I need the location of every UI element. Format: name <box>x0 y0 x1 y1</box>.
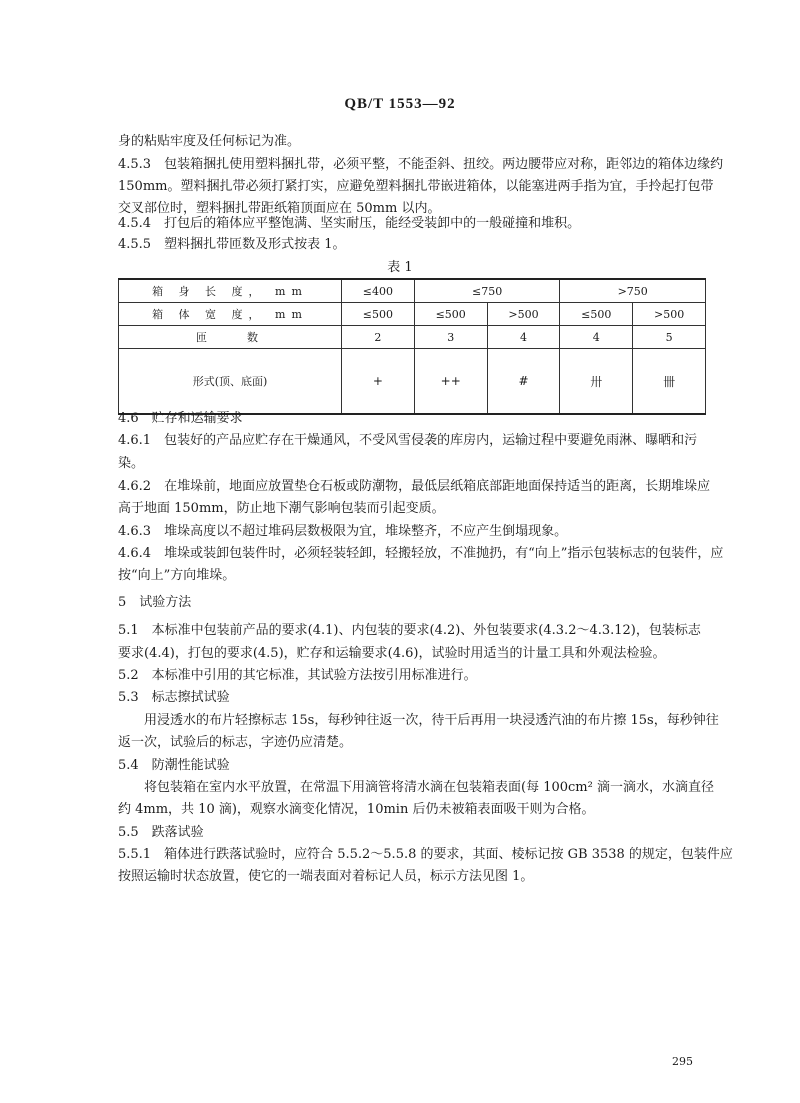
table-cell: ≤750 <box>414 279 560 303</box>
table-cell: ≤500 <box>342 303 415 326</box>
clause-5-5: 5.5 跌落试验 <box>118 825 204 840</box>
table-cell: >500 <box>487 303 560 326</box>
table-row <box>119 279 706 303</box>
text-line: 约 4mm，共 10 滴)，观察水滴变化情况，10min 后仍未被箱表面吸干则为合格。 <box>118 802 595 817</box>
text-line: 染。 <box>118 456 145 471</box>
table-cell: + <box>342 349 415 415</box>
clause-4-6-4: 4.6.4 堆垛或装卸包装件时，必须轻装轻卸，轻搬轻放，不准抛扔，有“向上”指示包装标志的包装件，应 <box>118 546 724 561</box>
table-cell: 卅 <box>560 349 633 415</box>
row-label-form: 形式(顶、底面) <box>119 349 342 415</box>
clause-5-4: 5.4 防潮性能试验 <box>118 758 230 773</box>
clause-4-5-3: 4.5.3 包装箱捆扎使用塑料捆扎带，必须平整，不能歪斜、扭绞。两边腰带应对称，距邻边的箱体边缘约 <box>118 157 724 172</box>
table-cell: ++ <box>414 349 487 415</box>
strap-spec-table <box>118 278 706 415</box>
table-cell: 4 <box>487 326 560 349</box>
row-label-width: 箱 体 宽 度， mm <box>119 303 342 326</box>
text-line: 150mm。塑料捆扎带必须打紧打实，应避免塑料捆扎带嵌进箱体，以能塞进两手指为宜，手拎起打包带 <box>118 179 714 194</box>
table-cell: 卌 <box>633 349 706 415</box>
text-line: 身的粘贴牢度及任何标记为准。 <box>118 134 301 149</box>
text-line: 要求(4.4)，打包的要求(4.5)，贮存和运输要求(4.6)，试验时用适当的计量工具和外观法检验。 <box>118 646 666 661</box>
clause-4-6-1: 4.6.1 包装好的产品应贮存在干燥通风，不受风雪侵袭的库房内，运输过程中要避免雨淋、曝晒和污 <box>118 433 698 448</box>
section-4-6: 4.6 贮存和运输要求 <box>118 411 243 426</box>
table-cell: ≤500 <box>560 303 633 326</box>
table-cell: ≤500 <box>414 303 487 326</box>
text-line: 按“向上”方向堆垛。 <box>118 568 236 583</box>
clause-4-6-2: 4.6.2 在堆垛前，地面应放置垫仓石板或防潮物，最低层纸箱底部距地面保持适当的距离，长期堆垛应 <box>118 479 711 494</box>
standard-code-header: QB/T 1553—92 <box>344 96 456 112</box>
table-cell: 5 <box>633 326 706 349</box>
clause-5-2: 5.2 本标准中引用的其它标准，其试验方法按引用标准进行。 <box>118 668 477 683</box>
table-row <box>119 326 706 349</box>
table-cell: 2 <box>342 326 415 349</box>
page-number: 295 <box>672 1055 693 1068</box>
clause-4-6-3: 4.6.3 堆垛高度以不超过堆码层数极限为宜，堆垛整齐，不应产生倒塌现象。 <box>118 524 568 539</box>
table-cell: # <box>487 349 560 415</box>
row-label-length: 箱 身 长 度， mm <box>119 279 342 303</box>
clause-4-5-5: 4.5.5 塑料捆扎带匝数及形式按表 1。 <box>118 237 346 252</box>
table-caption: 表 1 <box>387 260 413 275</box>
clause-4-5-4: 4.5.4 打包后的箱体应平整饱满、坚实耐压，能经受装卸中的一般碰撞和堆积。 <box>118 216 581 231</box>
table-cell: >750 <box>560 279 706 303</box>
table-cell: >500 <box>633 303 706 326</box>
table-cell: ≤400 <box>342 279 415 303</box>
text-line: 用浸透水的布片轻擦标志 15s，每秒钟往返一次，待干后再用一块浸透汽油的布片擦 15s，每秒钟往 <box>144 713 719 728</box>
clause-5-5-1: 5.5.1 箱体进行跌落试验时，应符合 5.5.2～5.5.8 的要求，其面、棱标记按 GB 3538 的规定，包装件应 <box>118 847 733 862</box>
table-cell: 3 <box>414 326 487 349</box>
table-row <box>119 349 706 415</box>
clause-5-1: 5.1 本标准中包装前产品的要求(4.1)、内包装的要求(4.2)、外包装要求(4.3.2～4.3.12)，包装标志 <box>118 623 701 638</box>
table-cell: 4 <box>560 326 633 349</box>
text-line: 高于地面 150mm，防止地下潮气影响包装而引起变质。 <box>118 501 445 516</box>
text-line: 返一次，试验后的标志，字迹仍应清楚。 <box>118 735 353 750</box>
table-row <box>119 303 706 326</box>
clause-5-3: 5.3 标志擦拭试验 <box>118 690 230 705</box>
section-5-heading: 5 试验方法 <box>118 595 192 610</box>
row-label-count: 匝 数 <box>119 326 342 349</box>
text-line: 按照运输时状态放置，使它的一端表面对着标记人员，标示方法见图 1。 <box>118 869 534 884</box>
text-line: 将包装箱在室内水平放置，在常温下用滴管将清水滴在包装箱表面(每 100cm² 滴一滴水，水滴直径 <box>144 780 714 795</box>
text-line: 交叉部位时，塑料捆扎带距纸箱顶面应在 50mm 以内。 <box>118 201 441 216</box>
